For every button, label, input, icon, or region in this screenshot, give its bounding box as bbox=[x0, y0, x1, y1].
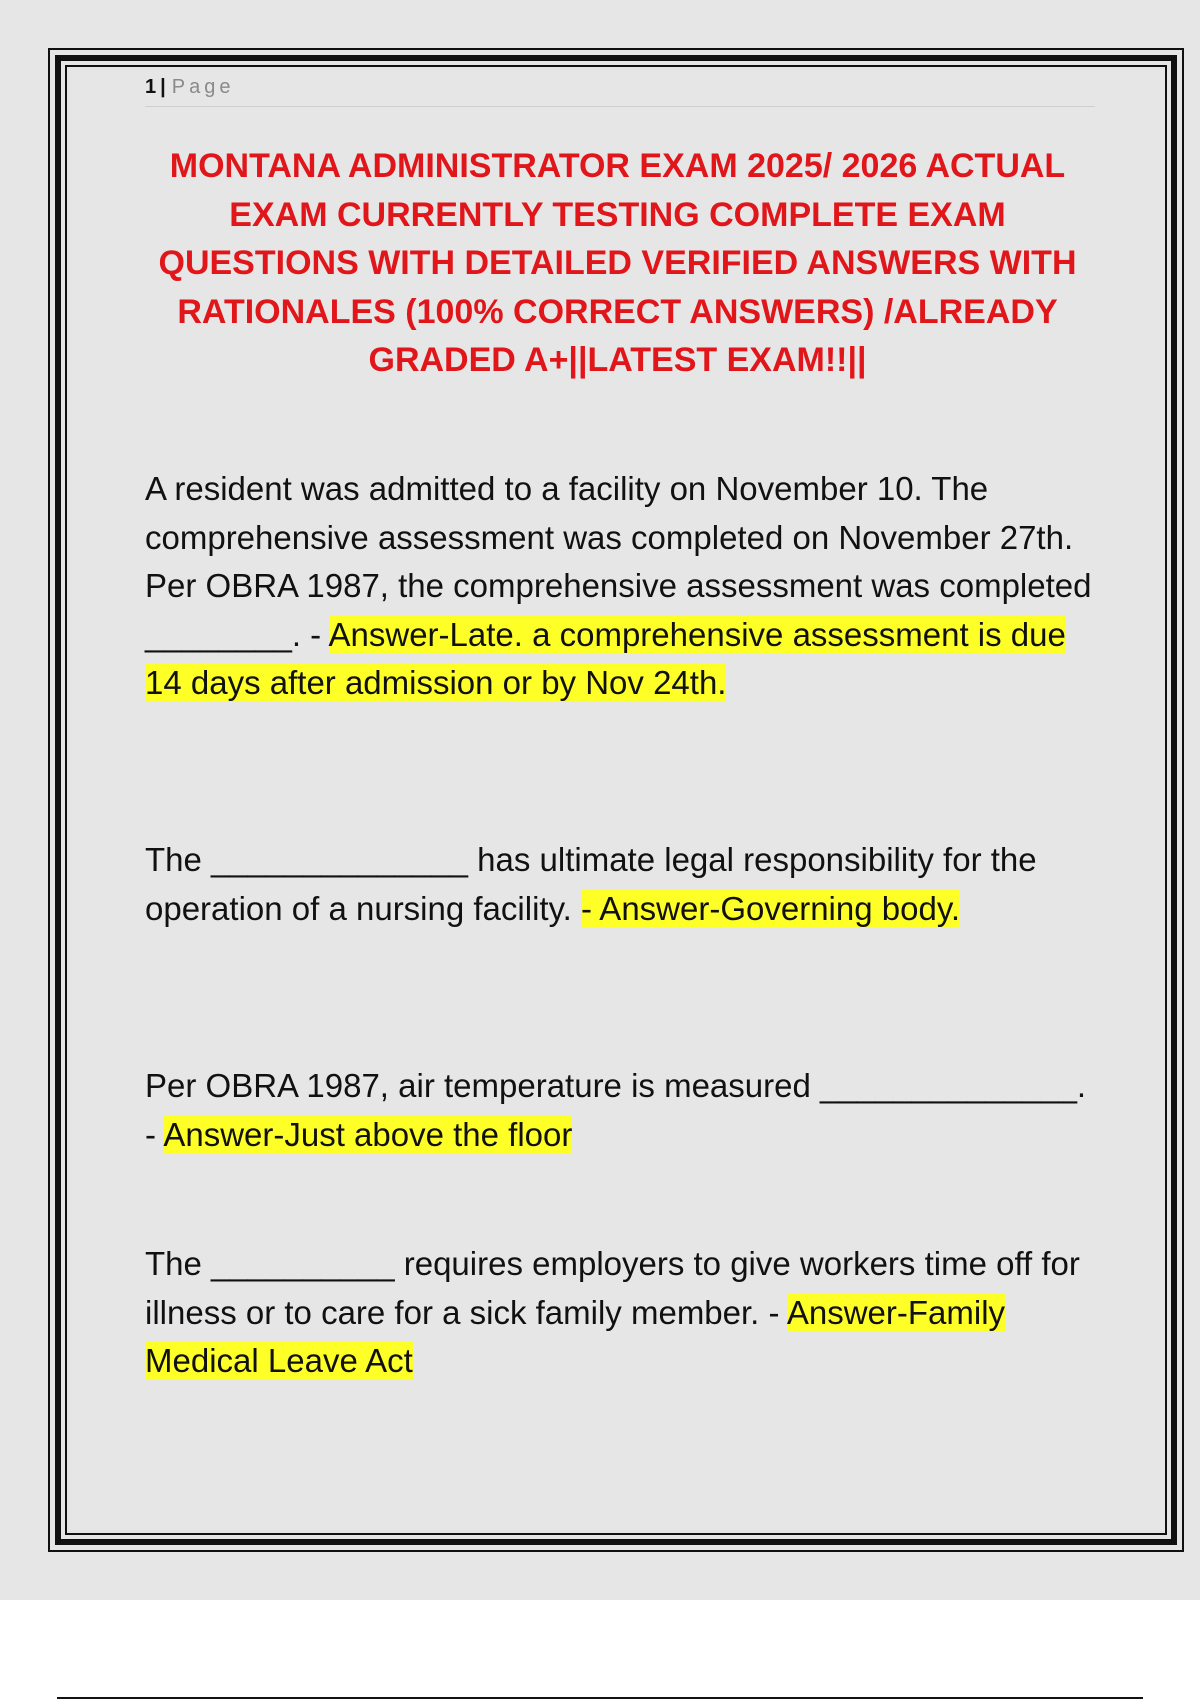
question-1 bbox=[145, 465, 1095, 708]
document-title: MONTANA ADMINISTRATOR EXAM 2025/ 2026 ACTUAL EXAM CURRENTLY TESTING COMPLETE EXAM QUESTIONS WITH DETAILED VERIFIED ANSWERS WITH RATIONALES (100% CORRECT ANSWERS) /ALREADY GRADED A+||LATEST EXAM!!|| bbox=[158, 147, 1077, 379]
page-number: 1 bbox=[145, 76, 159, 98]
question-3-text: Per OBRA 1987, air temperature is measured ______________. - bbox=[145, 1067, 1087, 1153]
page-header bbox=[145, 74, 1095, 107]
question-2-text: The ______________ has ultimate legal responsibility for the operation of a nursing facility. bbox=[145, 841, 1037, 927]
question-1-answer: Answer-Late. a comprehensive assessment is due 14 days after admission or by Nov 24th. bbox=[145, 615, 1066, 701]
question-2-answer: - Answer-Governing body. bbox=[580, 889, 961, 927]
question-1-text: A resident was admitted to a facility on November 10. The comprehensive assessment was completed on November 27th. Per OBRA 1987, the comprehensive assessment was completed ________. - bbox=[145, 470, 1092, 653]
question-4-text: The __________ requires employers to give workers time off for illness or to care for a sick family member. - bbox=[145, 1245, 1080, 1331]
page-word: Page bbox=[171, 76, 235, 98]
question-4-answer: Answer-Family Medical Leave Act bbox=[145, 1293, 1006, 1379]
footer-rule bbox=[57, 1697, 1143, 1699]
question-3-answer: Answer-Just above the floor bbox=[163, 1115, 573, 1153]
question-2 bbox=[145, 836, 1095, 933]
page-separator: | bbox=[160, 76, 168, 98]
question-4 bbox=[145, 1240, 1095, 1386]
question-3 bbox=[145, 1062, 1095, 1159]
